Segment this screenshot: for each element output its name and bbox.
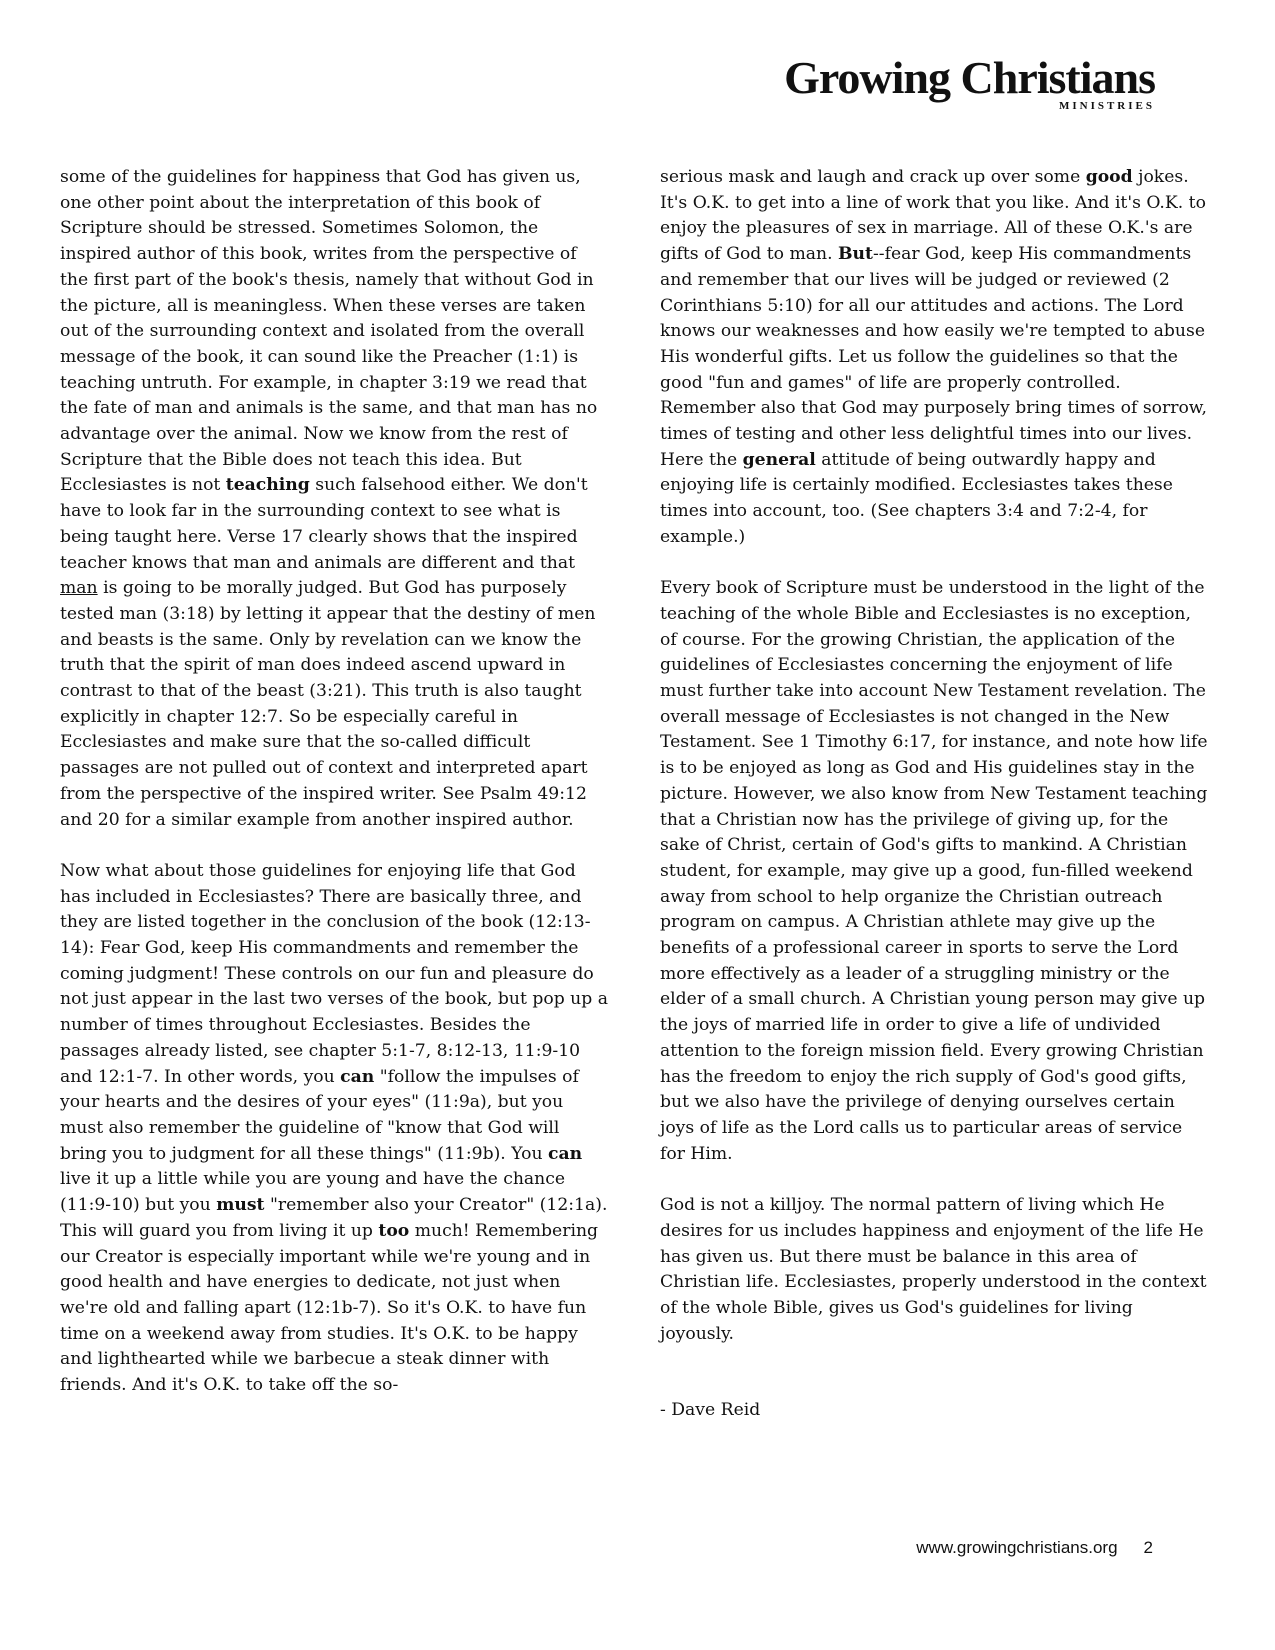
bold-text: general <box>742 449 816 470</box>
page-footer <box>916 1538 1153 1558</box>
text-run: serious mask and laugh and crack up over some <box>660 167 1086 187</box>
text-run: "remember also your Creator" (12:1a). This will guard you from living it up <box>60 1195 608 1241</box>
left-column <box>60 165 610 1399</box>
text-run: attitude of being outwardly happy and enjoying life is certainly modified. Ecclesiastes takes these times into account, too. (See chapters 3:4 and 7:2-4, for example.) <box>660 449 1173 547</box>
bold-text: can <box>547 1143 583 1164</box>
author-signature: - Dave Reid <box>660 1400 761 1421</box>
logo-subtitle: MINISTRIES <box>1058 100 1155 112</box>
paragraph <box>60 165 610 833</box>
ministry-logo <box>784 52 1155 112</box>
text-run: live it up a little while you are young and have the chance (11:9-10) but you <box>60 1169 566 1216</box>
bold-text: teaching <box>225 475 310 496</box>
text-run: --fear God, keep His commandments and remember that our lives will be judged or reviewed (2 Corinthians 5:10) for all our attitudes and actions. The Lord knows our weaknesses and how easily we're tempted to abuse His wonderful gifts. Let us follow the guidelines so that the good "fun and games" of life are properly controlled. Remember also that God may purposely bring times of sorrow, times of testing and other less delightful times into our lives. Here the <box>660 244 1207 470</box>
text-run: God is not a killjoy. The normal pattern of living which He desires for us includes happiness and enjoyment of the life He has given us. But there must be balance in this area of Christian life. Ecclesiastes, properly understood in the context of the whole Bible, gives us God's guidelines for living joyously. <box>660 1195 1207 1344</box>
text-run: much! Remembering our Creator is especially important while we're young and in good health and have energies to dedicate, not just when we're old and falling apart (12:1b-7). So it's O.K. to have fun time on a weekend away from studies. It's O.K. to be happy and lighthearted while we barbecue a steak dinner with friends. And it's O.K. to take off the so- <box>60 1220 599 1396</box>
text-run: such falsehood either. We don't have to look far in the surrounding context to see what is being taught here. Verse 17 clearly shows that the inspired teacher knows that man and animals are different and that <box>60 475 588 573</box>
text-run: is going to be morally judged. But God has purposely tested man (3:18) by letting it appear that the destiny of men and beasts is the same. Only by revelation can we know the truth that the spirit of man does indeed ascend upward in contrast to that of the beast (3:21). This truth is also taught explicitly in chapter 12:7. So be especially careful in Ecclesiastes and make sure that the so-called difficult passages are not pulled out of context and interpreted apart from the perspective of the inspired writer. See Psalm 49:12 and 20 for a similar example from another inspired author. <box>60 578 596 830</box>
paragraph <box>660 1193 1210 1347</box>
bold-text: can <box>340 1066 375 1087</box>
footer-url[interactable]: www.growingchristians.org <box>916 1538 1118 1557</box>
bold-text: must <box>216 1195 265 1216</box>
paragraph <box>660 576 1210 1167</box>
logo-title: Growing Christians <box>784 52 1155 103</box>
underlined-text: man <box>60 578 98 599</box>
bold-text: too <box>378 1220 410 1241</box>
text-run: Every book of Scripture must be understood in the light of the teaching of the whole Bible and Ecclesiastes is no exception, of course. For the growing Christian, the application of the guidelines of Ecclesiastes concerning the enjoyment of life must further take into account New Testament revelation. The overall message of Ecclesiastes is not changed in the New Testament. See 1 Timothy 6:17, for instance, and note how life is to be enjoyed as long as God and His guidelines stay in the picture. However, we also know from New Testament teaching that a Christian now has the privilege of giving up, for the sake of Christ, certain of God's gifts to mankind. A Christian student, for example, may give up a good, fun-filled weekend away from school to help organize the Christian outreach program on campus. A Christian athlete may give up the benefits of a professional career in sports to serve the Lord more effectively as a leader of a struggling ministry or the elder of a small church. A Christian young person may give up the joys of married life in order to give a life of undivided attention to the foreign mission field. Every growing Christian has the freedom to enjoy the rich supply of God's good gifts, but we also have the privilege of denying ourselves certain joys of life as the Lord calls us to particular areas of service for Him. <box>660 578 1208 1164</box>
text-run: some of the guidelines for happiness that God has given us, one other point about the interpretation of this book of Scripture should be stressed. Sometimes Solomon, the inspired author of this book, writes from the perspective of the first part of the book's thesis, namely that without God in the picture, all is meaningless. When these verses are taken out of the surrounding context and isolated from the overall message of the book, it can sound like the Preacher (1:1) is teaching untruth. For example, in chapter 3:19 we read that the fate of man and animals is the same, and that man has no advantage over the animal. Now we know from the rest of Scripture that the Bible does not teach this idea. But Ecclesiastes is not <box>60 167 598 496</box>
right-column <box>660 165 1210 1424</box>
bold-text: good <box>1085 167 1133 187</box>
text-run: Now what about those guidelines for enjoying life that God has included in Ecclesiastes? There are basically three, and they are listed together in the conclusion of the book (12:13-14): Fear God, keep His commandments and remember the coming judgment! These controls on our fun and pleasure do not just appear in the last two verses of the book, but pop up a number of times throughout Ecclesiastes. Besides the passages already listed, see chapter 5:1-7, 8:12-13, 11:9-10 and 12:1-7. In other words, you <box>60 860 608 1087</box>
text-run: "follow the impulses of your hearts and the desires of your eyes" (11:9a), but you must also remember the guideline of "know that God will bring you to judgment for all these things" (11:9b). You <box>60 1066 579 1164</box>
paragraph <box>660 165 1210 551</box>
paragraph <box>60 859 610 1399</box>
page-number: 2 <box>1143 1538 1153 1557</box>
bold-text: But <box>838 244 873 265</box>
text-run: jokes. It's O.K. to get into a line of work that you like. And it's O.K. to enjoy the pleasures of sex in marriage. All of these O.K.'s are gifts of God to man. <box>660 167 1206 265</box>
